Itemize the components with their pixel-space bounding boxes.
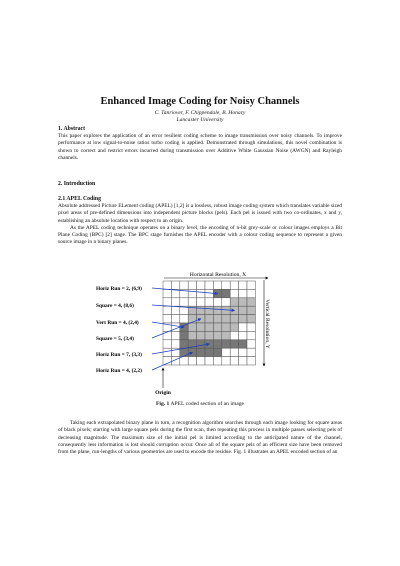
grid-cell <box>163 348 171 356</box>
grid-cell <box>213 306 221 314</box>
grid-cell <box>239 281 247 289</box>
grid-cell <box>188 357 196 365</box>
grid-cell <box>163 340 171 348</box>
grid-cell <box>163 289 171 297</box>
grid-cell <box>239 306 247 314</box>
figure-caption-text: APEL coded section of an image <box>170 401 245 407</box>
grid-cell <box>247 289 255 297</box>
grid-cell <box>180 281 188 289</box>
grid-cell <box>239 323 247 331</box>
grid-cell <box>239 331 247 339</box>
grid-cell <box>222 289 230 297</box>
paper-affiliation: Lancaster University <box>176 117 224 123</box>
introduction-heading: 2. Introduction <box>58 181 96 187</box>
figure-label: Horiz Run = 2, (6,9) <box>96 286 142 292</box>
grid-cell <box>180 340 188 348</box>
grid-cell <box>205 281 213 289</box>
grid-cell <box>163 281 171 289</box>
grid-cell <box>213 315 221 323</box>
grid-cell <box>230 323 238 331</box>
grid-cell <box>230 298 238 306</box>
grid-cell <box>222 331 230 339</box>
apel-heading: 2.1 APEL Coding <box>58 196 102 202</box>
grid-cell <box>247 306 255 314</box>
apel-paragraph-1: Absolute addressed Picture ELement coding (APEL) [1,2] is a lossless, robust image coding system which translates variable sized pixel areas of pre-defined dimensions into independent picture blocks (pels). Each pel is issued with two co-ordinates, x and y, establishing an absolute location with respect to an origin. <box>58 203 342 224</box>
grid-cell <box>222 340 230 348</box>
body-section <box>58 420 342 456</box>
grid-cell <box>213 323 221 331</box>
figure-label: Horiz Run = 4, (2,2) <box>96 368 142 374</box>
grid-cell <box>205 306 213 314</box>
grid-cell <box>163 315 171 323</box>
pel-grid <box>163 281 255 365</box>
grid-cell <box>171 331 179 339</box>
abstract-heading: 1. Abstract <box>58 126 86 132</box>
grid-cell <box>222 306 230 314</box>
grid-cell <box>247 340 255 348</box>
grid-cell <box>230 340 238 348</box>
grid-cell <box>247 281 255 289</box>
grid-cell <box>222 281 230 289</box>
grid-cell <box>247 348 255 356</box>
grid-cell <box>239 315 247 323</box>
grid-cell <box>205 315 213 323</box>
grid-cell <box>213 281 221 289</box>
grid-cell <box>197 298 205 306</box>
grid-cell <box>230 331 238 339</box>
grid-cell <box>163 306 171 314</box>
apel-paragraph-2: As the APEL coding technique operates on a binary level, the encoding of n-bit grey-scale or colour images employs a Bit Plane Coding (BPC) [2] stage. The BPC stage furnishes the APEL encoder with a colour coding sequence to represent a given source image in n binary planes. <box>58 224 342 246</box>
grid-cell <box>180 348 188 356</box>
grid-cell <box>230 281 238 289</box>
grid-cell <box>205 348 213 356</box>
grid-cell <box>239 340 247 348</box>
grid-cell <box>197 281 205 289</box>
grid-cell <box>188 289 196 297</box>
grid-cell <box>213 340 221 348</box>
grid-cell <box>213 348 221 356</box>
grid-cell <box>222 357 230 365</box>
figure-label: Square = 5, (3,4) <box>96 336 134 342</box>
grid-cell <box>239 289 247 297</box>
grid-cell <box>171 306 179 314</box>
grid-cell <box>205 323 213 331</box>
figure-label: Vert Run = 4, (2,4) <box>96 320 139 326</box>
grid-cell <box>197 331 205 339</box>
grid-cell <box>197 289 205 297</box>
grid-cell <box>230 357 238 365</box>
grid-cell <box>239 357 247 365</box>
figure-caption <box>58 401 342 408</box>
grid-cell <box>205 298 213 306</box>
grid-cell <box>188 331 196 339</box>
body-paragraph: Taking each extrapolated binary plane in turn, a recognition algorithm searches through each image looking for square areas of black pixels; starting with large square pels during the first scan, then repeating this process in multiple passes selecting pels of decreasing magnitude. The maximum size of the initial pel is limited according to the anticipated nature of the channel, consequently less information is lost should corruption occur. Once all of the square pels of an efficient size have been removed from the plane, run-lengths of various geometries are used to encode the residue. Fig. 1 illustrates an APEL encoded section of an <box>58 420 342 456</box>
paper-title: Enhanced Image Coding for Noisy Channels <box>100 96 300 107</box>
grid-cell <box>205 331 213 339</box>
grid-cell <box>239 348 247 356</box>
grid-cell <box>197 348 205 356</box>
figure-label: Square = 4, (8,6) <box>96 303 134 309</box>
figure-label: Horiz Run = 7, (3,3) <box>96 352 142 358</box>
grid-cell <box>171 315 179 323</box>
grid-cell <box>205 289 213 297</box>
grid-cell <box>163 331 171 339</box>
grid-cell <box>213 298 221 306</box>
grid-cell <box>247 315 255 323</box>
grid-cell <box>180 298 188 306</box>
grid-cell <box>171 298 179 306</box>
origin-label: Origin <box>155 390 171 396</box>
grid-cell <box>188 323 196 331</box>
grid-cell <box>213 331 221 339</box>
grid-cell <box>222 298 230 306</box>
grid-cell <box>247 298 255 306</box>
grid-cell <box>222 323 230 331</box>
grid-cell <box>171 281 179 289</box>
grid-cell <box>230 348 238 356</box>
abstract-text: This paper explores the application of an error resilient coding scheme to image transmission over noisy channels. To improve performance at low signal-to-noise ratios turbo coding is applied. Demonstrated through simulations, this novel combination is shown to correct and restrict errors incurred during transmission over Additive White Gaussian Noise (AWGN) and Rayleigh channels. <box>58 133 342 161</box>
grid-cell <box>197 323 205 331</box>
grid-cell <box>247 331 255 339</box>
grid-cell <box>180 357 188 365</box>
grid-cell <box>197 357 205 365</box>
grid-cell <box>188 298 196 306</box>
grid-cell <box>222 315 230 323</box>
grid-cell <box>205 357 213 365</box>
grid-cell <box>180 331 188 339</box>
grid-cell <box>171 340 179 348</box>
grid-cell <box>197 306 205 314</box>
grid-cell <box>247 323 255 331</box>
figure-caption-number: Fig. 1 <box>155 401 170 407</box>
paper-authors: C. Tanriover, F. Chippendale, B. Honary <box>154 110 246 116</box>
x-axis-label: Horizontal Resolution, X <box>189 272 247 278</box>
grid-cell <box>180 315 188 323</box>
grid-cell <box>222 348 230 356</box>
y-axis-label: Vertical Resolution, Y <box>264 299 270 349</box>
grid-cell <box>230 289 238 297</box>
grid-cell <box>163 298 171 306</box>
grid-cell <box>239 298 247 306</box>
grid-cell <box>197 340 205 348</box>
grid-cell <box>188 281 196 289</box>
grid-cell <box>171 289 179 297</box>
grid-cell <box>213 357 221 365</box>
grid-cell <box>247 357 255 365</box>
grid-cell <box>230 315 238 323</box>
